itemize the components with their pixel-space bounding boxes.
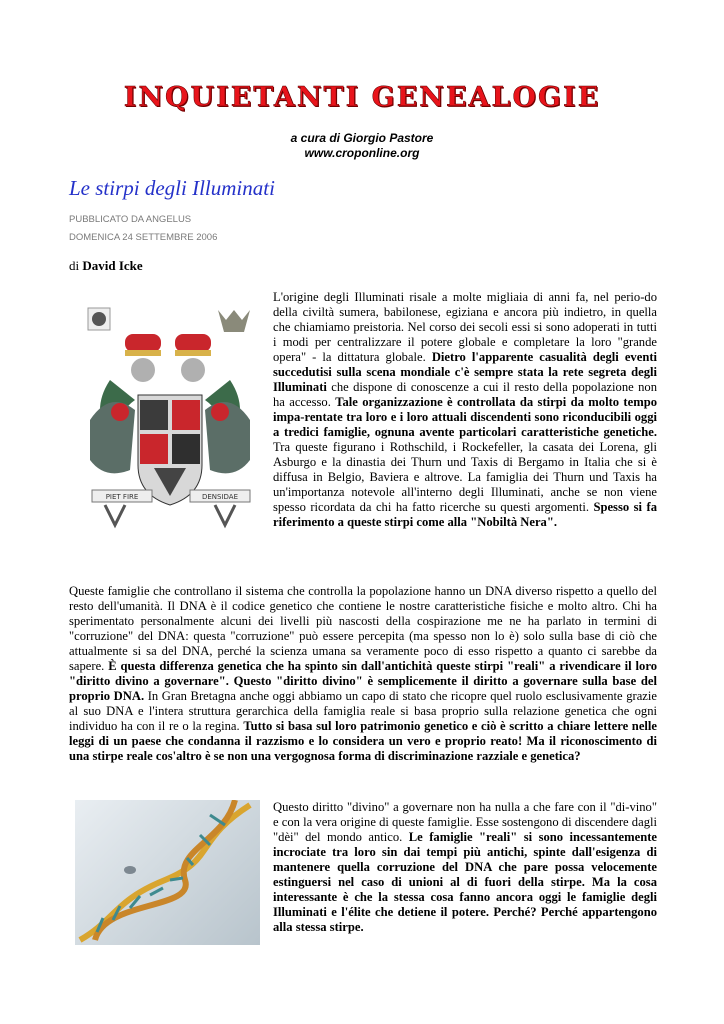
text-segment: Tutto si basa sul loro patrimonio genetico e ciò è scritto a chiare lettere nelle leggi di un paese che condanna il razzismo e lo considera un vero e proprio reato! Ma il riconoscimento di una stirpe reale cos'altro è se non una vergognosa forma di discriminazione razziale e genetica? (69, 719, 657, 763)
text-segment: Dietro l'apparente casualità degli eventi succedutisi sulla scena mondiale c'è sempre stata la rete segreta degli Illuminati (273, 350, 658, 394)
coat-of-arms-image (80, 300, 260, 555)
dna-helix-image (75, 800, 260, 945)
text-segment: che dispone di conoscenze a cui il resto della popolazione non ha accesso. (273, 380, 657, 409)
text-segment: L'origine degli Illuminati risale a molte migliaia di anni fa, nel perio-do della civiltà sumera, babilonese, egiziana e ancora più indietro, in quella che chiamiamo preistoria. Nel corso dei secoli essi si sono adoperati in tutti i modi per centralizzare il potere globale e completare la loro "grande opera" - la dittatura globale. (273, 290, 657, 364)
byline (69, 258, 143, 274)
credits (0, 131, 724, 161)
motto-left: PIET FIRE (105, 493, 139, 501)
published-by: PUBBLICATO DA ANGELUS (69, 214, 192, 225)
article-title: Le stirpi degli Illuminati (69, 176, 275, 200)
website-link[interactable]: www.croponline.org (304, 146, 420, 160)
text-segment: Queste famiglie che controllano il sistema che controlla la popolazione hanno un DNA diverso rispetto a quello del resto dell'umanità. Il DNA è il codice genetico che contiene le nostre caratteristiche fisiche e molto altro. Chi ha sperimentato personalmente alcuni dei livelli più nascosti della cospirazione me ne ha parlato in termini di "corruzione" del DNA: questa "corruzione" può essere percepita (ma spesso non lo è) solo sulla base di ciò che attualmente si sa del DNA, perché la scienza umana sa veramente poco di esso rispetto a quanto ci sarebbe da sapere. (69, 584, 657, 673)
text-segment: È questa differenza genetica che ha spinto sin dall'antichità queste stirpi "reali" a rivendicare il loro "diritto divino a governare". Questo "diritto divino" è semplicemente il diritto a governare sulla base del proprio DNA. (69, 659, 657, 703)
author-name: David Icke (82, 258, 143, 273)
text-segment: Tale organizzazione è controllata da stirpi da molto tempo impa-rentate tra loro e i loro attuali discendenti sono riconducibili oggi a tredici famiglie, ognuna avente particolari caratteristiche genetiche. (273, 395, 657, 439)
publish-date: DOMENICA 24 SETTEMBRE 2006 (69, 232, 218, 243)
author-prefix: di (69, 258, 80, 273)
text-segment: Le famiglie "reali" si sono incessantemente incrociate tra loro sin dai tempi più antichi, spinte dall'esigenza di mantenere quella corruzione del DNA che pare possa velocemente estinguersi nel caso di unioni al di fuori della stirpe. Ma la cosa interessante è che la stessa cosa fanno ancora oggi le famiglie degli Illuminati e l'élite che detiene il potere. Perché? Perché appartengono alla stessa stirpe. (273, 830, 657, 934)
text-segment: Tra queste figurano i Rothschild, i Rockefeller, la casata dei Lorena, gli Asburgo e la dinastia dei Thurn und Taxis di Bergamo in Italia che si è diffusa in Belgio, Baviera e altrove. La famiglia dei Thurn und Taxis ha un'importanza notevole all'interno degli Illuminati, anche se non viene spesso ricordata da chi ha fatto ricerche su questi argomenti. (273, 440, 657, 514)
text-segment: In Gran Bretagna anche oggi abbiamo un capo di stato che ricopre quel ruolo esclusivamente grazie al suo DNA e l'intera struttura gerarchica della famiglia reale si basa proprio sulla relazione genetica che ogni individuo ha con il re o la regina. (69, 689, 657, 733)
credit-line: a cura di Giorgio Pastore (290, 131, 434, 145)
motto-right: DENSIDAE (201, 493, 239, 501)
page-title: INQUIETANTI GENEALOGIE (123, 82, 601, 113)
text-segment: Spesso si fa riferimento a queste stirpi come alla "Nobiltà Nera". (273, 500, 657, 529)
text-segment: Questo diritto "divino" a governare non ha nulla a che fare con il "di-vino" e con la vera origine di queste famiglie. Esse sostengono di discendere dagli "dèi" del mondo antico. (273, 800, 657, 844)
paragraph-1 (273, 290, 657, 530)
paragraph-2 (69, 584, 657, 764)
paragraph-3 (273, 800, 657, 935)
